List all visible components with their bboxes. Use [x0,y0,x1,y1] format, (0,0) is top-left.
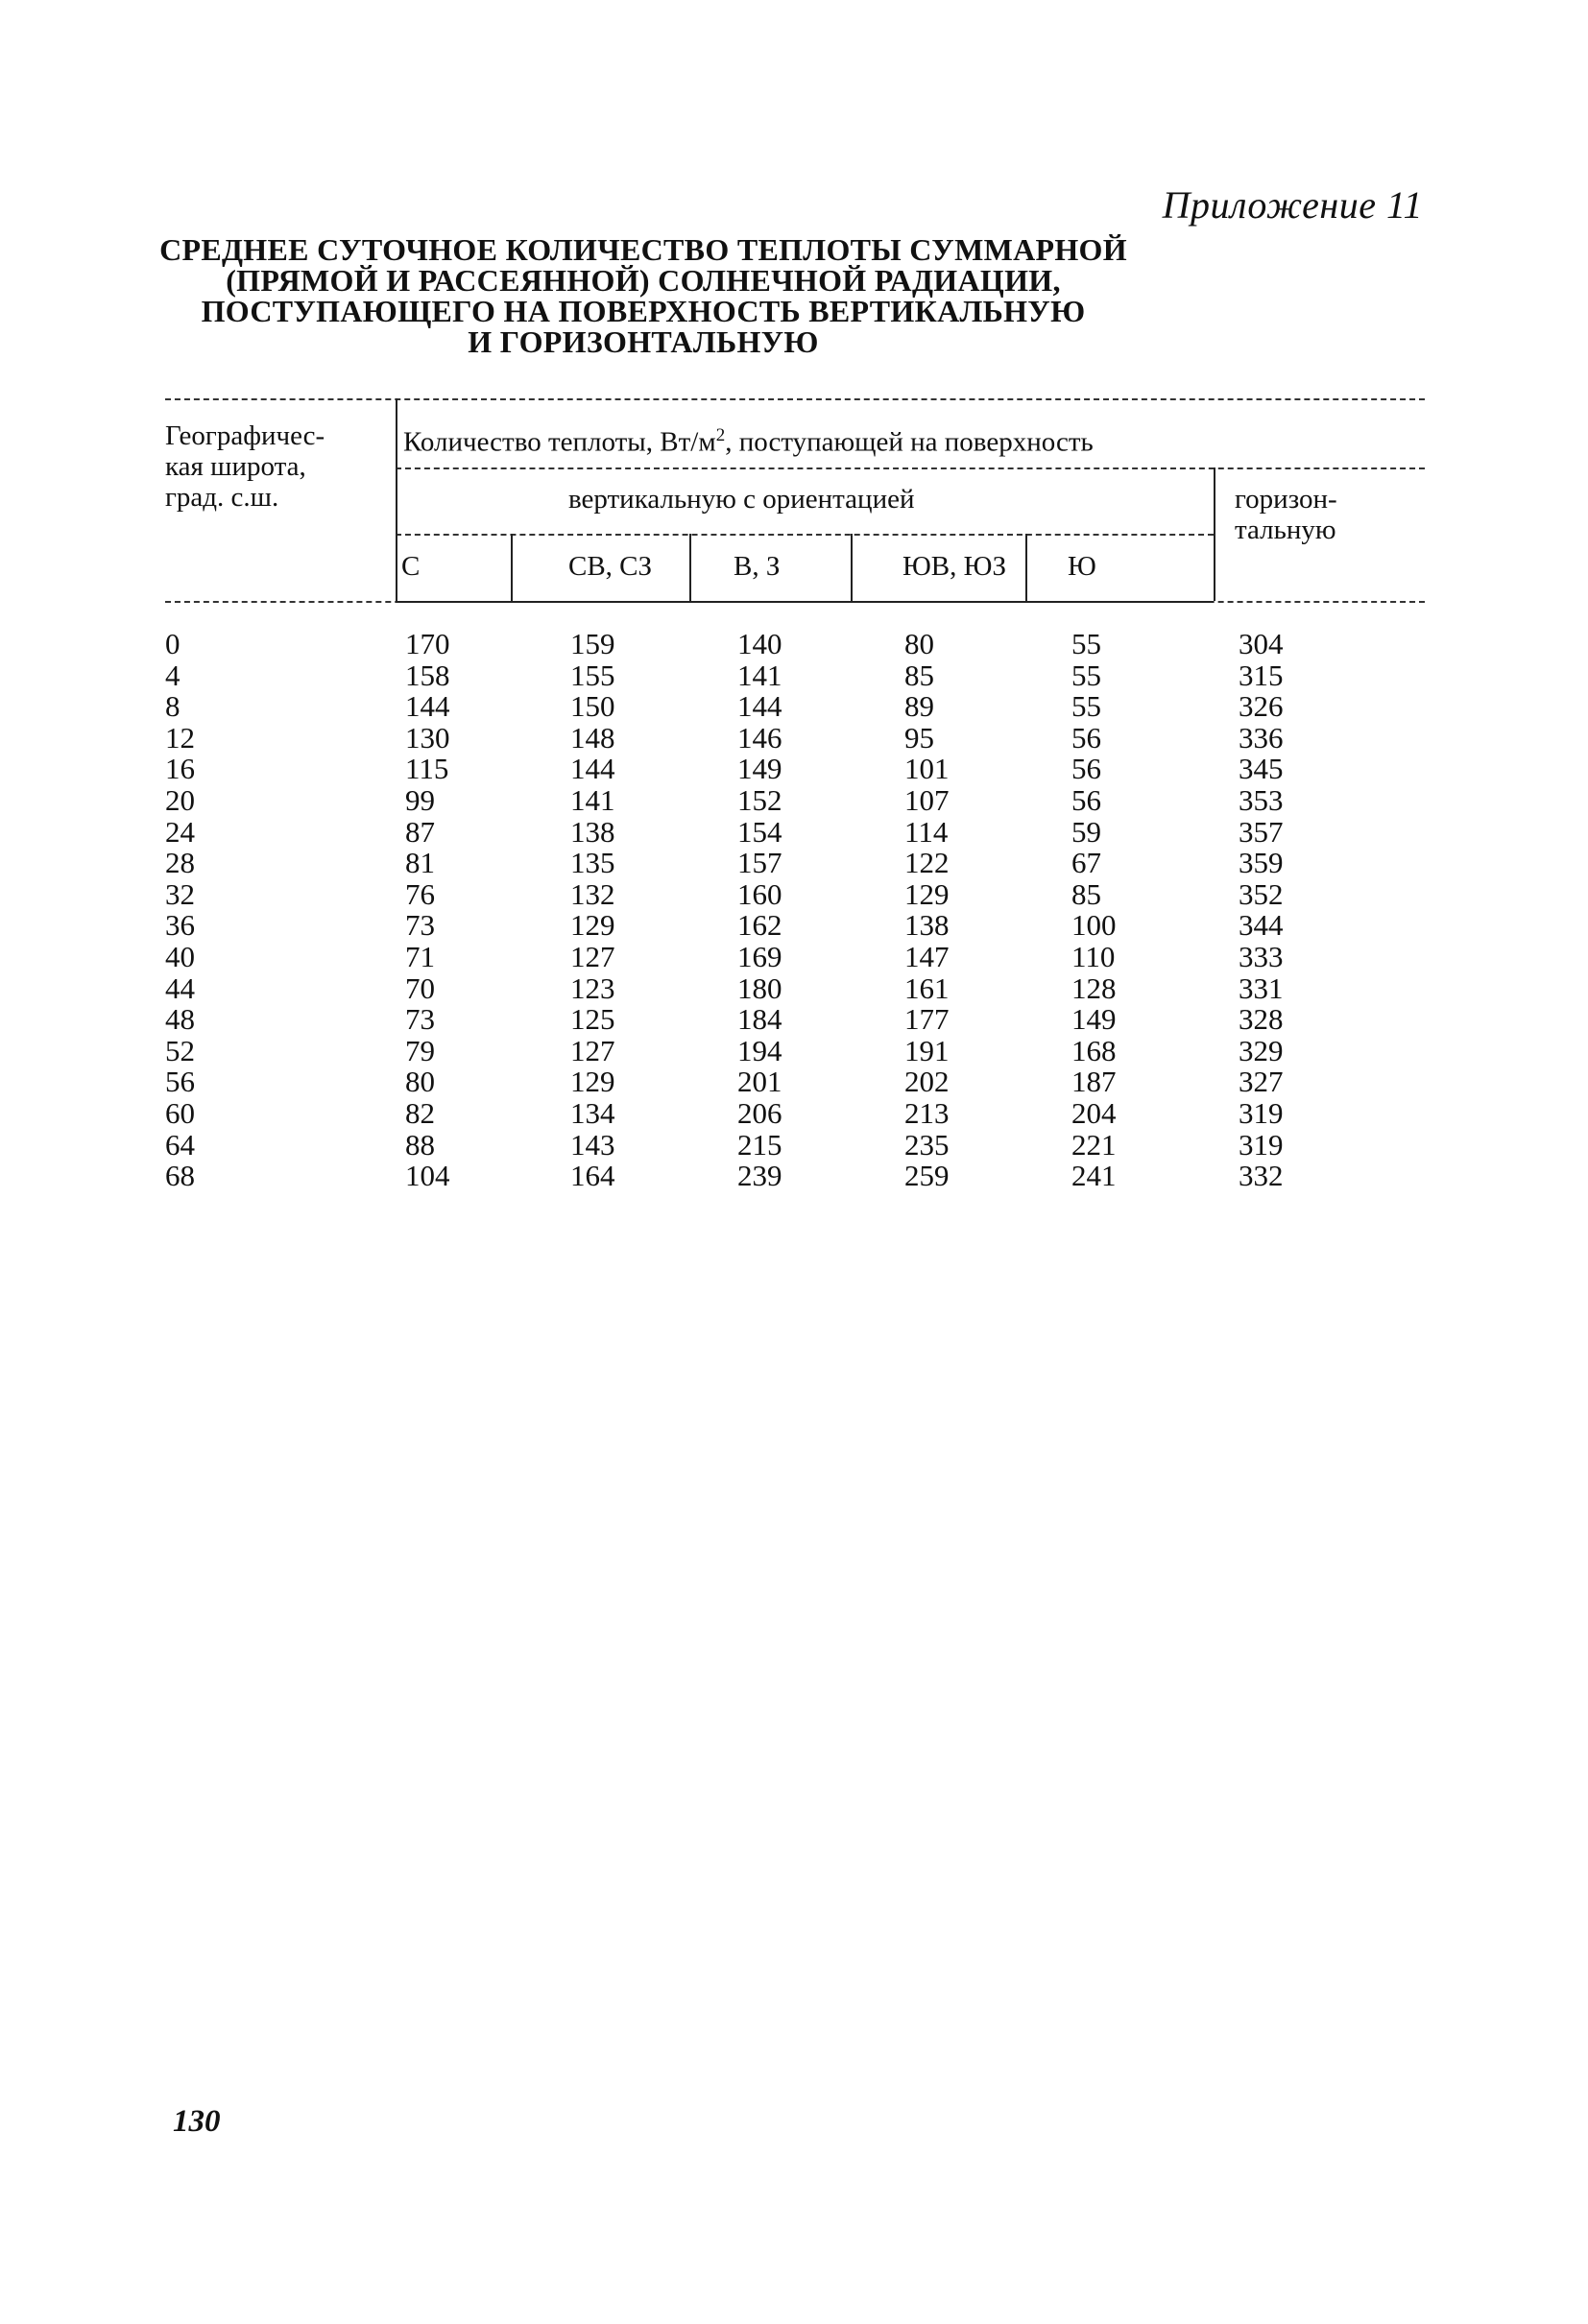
table-cell: 81 [405,846,435,880]
table-cell: 158 [405,658,450,692]
table-cell: 331 [1239,970,1284,1005]
table-cell: 359 [1239,846,1284,880]
quantity-header-text: Количество теплоты, Вт/м [403,426,716,458]
table-cell: 107 [904,782,950,817]
quantity-header-tail: , поступающей на поверхность [725,426,1094,458]
column-divider [511,534,513,601]
table-cell: 73 [405,1002,435,1037]
column-divider [851,534,853,601]
quantity-header [403,420,1094,458]
table-cell: 239 [737,1159,782,1193]
table-cell: 55 [1071,658,1101,692]
table-cell: 187 [1071,1065,1117,1099]
table-cell: 71 [405,939,435,973]
column-divider [1025,534,1027,601]
latitude-header [165,420,325,513]
table-cell: 215 [737,1127,782,1162]
latitude-header-line: Географичес- [165,420,325,451]
table-cell: 191 [904,1033,950,1067]
table-cell: 333 [1239,939,1284,973]
table-cell: 36 [165,908,195,943]
horizontal-header-line: тальную [1235,515,1336,545]
table-cell: 353 [1239,782,1284,817]
table-cell: 148 [570,720,615,755]
table-cell: 12 [165,720,195,755]
table-cell: 164 [570,1159,615,1193]
table-cell: 326 [1239,689,1284,724]
table-cell: 85 [904,658,934,692]
table-cell: 125 [570,1002,615,1037]
table-cell: 80 [904,627,934,660]
v-z-column [737,629,782,1192]
table-cell: 169 [737,939,782,973]
table-cell: 170 [405,627,450,660]
table-cell: 56 [1071,752,1101,786]
orientation-divider-rule [396,534,1214,536]
table-cell: 95 [904,720,934,755]
table-cell: 329 [1239,1033,1284,1067]
orientation-yuv-yuz: ЮВ, ЮЗ [902,551,1006,582]
table-cell: 60 [165,1095,195,1130]
sv-sz-column [570,629,615,1192]
table-cell: 328 [1239,1002,1284,1037]
table-cell: 20 [165,782,195,817]
orientation-c: С [401,551,421,582]
table-cell: 194 [737,1033,782,1067]
table-cell: 180 [737,970,782,1005]
horizontal-header-line: горизон- [1235,484,1337,515]
table-cell: 100 [1071,908,1117,943]
table-cell: 147 [904,939,950,973]
table-cell: 304 [1239,627,1284,660]
table-cell: 160 [737,876,782,911]
c-column [405,629,450,1192]
table-cell: 138 [904,908,950,943]
table-cell: 144 [405,689,450,724]
table-cell: 55 [1071,689,1101,724]
table-cell: 144 [737,689,782,724]
table-cell: 141 [737,658,782,692]
table-cell: 138 [570,814,615,849]
table-cell: 332 [1239,1159,1284,1193]
table-cell: 104 [405,1159,450,1193]
table-cell: 140 [737,627,782,660]
table-cell: 88 [405,1127,435,1162]
latitude-header-line: кая широта, [165,451,306,482]
appendix-label: Приложение 11 [1162,183,1423,227]
title-line: (ПРЯМОЙ И РАССЕЯННОЙ) СОЛНЕЧНОЙ РАДИАЦИИ, [226,263,1061,298]
table-cell: 221 [1071,1127,1117,1162]
table-cell: 128 [1071,970,1117,1005]
table-cell: 161 [904,970,950,1005]
table-cell: 76 [405,876,435,911]
table-cell: 40 [165,939,195,973]
table-cell: 110 [1071,939,1116,973]
orientation-sv-sz: СВ, СЗ [568,551,653,582]
table-cell: 59 [1071,814,1101,849]
vertical-header: вертикальную с ориентацией [568,484,915,515]
page-number: 130 [173,2104,221,2139]
table-cell: 85 [1071,876,1101,911]
table-cell: 157 [737,846,782,880]
table-cell: 315 [1239,658,1284,692]
table-cell: 149 [737,752,782,786]
table-cell: 141 [570,782,615,817]
column-divider [1214,467,1215,601]
table-cell: 52 [165,1033,195,1067]
title-line: И ГОРИЗОНТАЛЬНУЮ [468,324,819,359]
orientation-bottom-rule [396,601,1214,603]
horizontal-header [1235,484,1337,545]
table-cell: 56 [1071,720,1101,755]
table-cell: 68 [165,1159,195,1193]
table-cell: 99 [405,782,435,817]
title-line: СРЕДНЕЕ СУТОЧНОЕ КОЛИЧЕСТВО ТЕПЛОТЫ СУММАРНОЙ [159,232,1127,267]
table-cell: 28 [165,846,195,880]
horizontal-column [1239,629,1284,1192]
table-cell: 129 [570,1065,615,1099]
table-cell: 55 [1071,627,1101,660]
table-cell: 134 [570,1095,615,1130]
table-cell: 123 [570,970,615,1005]
table-cell: 89 [904,689,934,724]
table-cell: 241 [1071,1159,1117,1193]
table-cell: 70 [405,970,435,1005]
table-cell: 201 [737,1065,782,1099]
table-cell: 150 [570,689,615,724]
table-cell: 56 [1071,782,1101,817]
table-cell: 152 [737,782,782,817]
table-top-rule [165,398,1425,400]
table-cell: 87 [405,814,435,849]
table-cell: 336 [1239,720,1284,755]
document-title [0,234,1287,357]
table-cell: 16 [165,752,195,786]
table-cell: 122 [904,846,950,880]
table-cell: 80 [405,1065,435,1099]
latitude-column [165,629,195,1192]
table-cell: 44 [165,970,195,1005]
table-cell: 344 [1239,908,1284,943]
table-cell: 48 [165,1002,195,1037]
table-cell: 162 [737,908,782,943]
table-cell: 129 [904,876,950,911]
table-cell: 357 [1239,814,1284,849]
table-cell: 67 [1071,846,1101,880]
table-cell: 144 [570,752,615,786]
table-cell: 352 [1239,876,1284,911]
table-cell: 202 [904,1065,950,1099]
table-cell: 115 [405,752,449,786]
table-cell: 159 [570,627,615,660]
title-line: ПОСТУПАЮЩЕГО НА ПОВЕРХНОСТЬ ВЕРТИКАЛЬНУЮ [201,294,1086,328]
table-cell: 0 [165,627,180,660]
orientation-yu: Ю [1068,551,1096,582]
table-cell: 155 [570,658,615,692]
table-cell: 129 [570,908,615,943]
orientation-v-z: В, З [734,551,781,582]
table-cell: 213 [904,1095,950,1130]
table-cell: 345 [1239,752,1284,786]
quantity-header-sup: 2 [715,425,726,445]
yu-column [1071,629,1117,1192]
table-cell: 135 [570,846,615,880]
table-cell: 73 [405,908,435,943]
table-cell: 177 [904,1002,950,1037]
table-cell: 184 [737,1002,782,1037]
table-cell: 8 [165,689,180,724]
table-cell: 132 [570,876,615,911]
table-cell: 64 [165,1127,195,1162]
table-cell: 206 [737,1095,782,1130]
table-cell: 143 [570,1127,615,1162]
column-divider [689,534,691,601]
table-cell: 127 [570,1033,615,1067]
table-cell: 4 [165,658,180,692]
table-cell: 149 [1071,1002,1117,1037]
table-cell: 127 [570,939,615,973]
yuv-yuz-column [904,629,950,1192]
table-cell: 114 [904,814,949,849]
table-cell: 32 [165,876,195,911]
table-cell: 146 [737,720,782,755]
table-cell: 82 [405,1095,435,1130]
latitude-header-line: град. с.ш. [165,482,279,513]
table-cell: 24 [165,814,195,849]
table-cell: 259 [904,1159,950,1193]
column-divider [396,398,397,601]
table-cell: 327 [1239,1065,1284,1099]
table-cell: 101 [904,752,950,786]
table-cell: 79 [405,1033,435,1067]
table-cell: 319 [1239,1127,1284,1162]
table-cell: 204 [1071,1095,1117,1130]
table-cell: 319 [1239,1095,1284,1130]
table-cell: 154 [737,814,782,849]
table-cell: 56 [165,1065,195,1099]
table-cell: 235 [904,1127,950,1162]
header-divider-rule [396,467,1425,469]
table-cell: 168 [1071,1033,1117,1067]
table-cell: 130 [405,720,450,755]
